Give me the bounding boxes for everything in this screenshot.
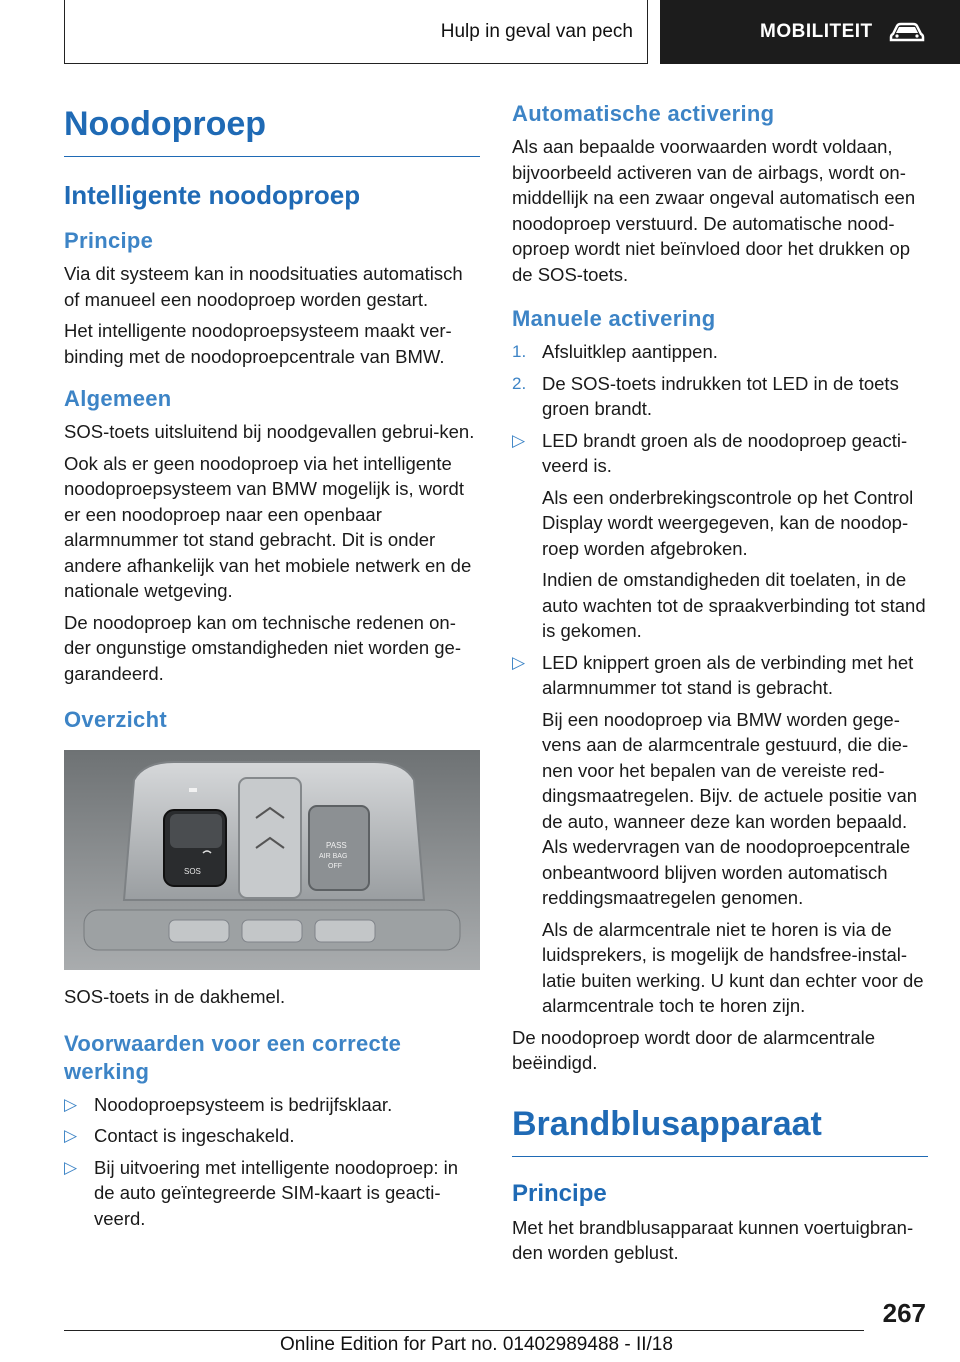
bullet-subtext: Indien de omstandigheden dit toelaten, in de auto wachten tot de spraakverbinding tot stand is gekomen. (542, 569, 926, 641)
bullet-subtext: Bij een noodoproep via BMW worden gege‐vens aan de alarmcentrale gestuurd, die die‐nen voor het bepalen van de vereiste red‐dingsmaatregelen. Bijv. de actuele positie van de auto, wanneer deze kan worden bepaald. Als wedervragen van de noodoproepcentrale onbeantwoord blijven worden automatisch reddingsmaatregelen genomen. (542, 708, 918, 908)
title-rule (64, 156, 480, 157)
voorwaarden-list (64, 1092, 480, 1232)
car-icon (889, 20, 925, 44)
list-item: ▷ Noodoproepsysteem is bedrijfsklaar. (64, 1092, 480, 1118)
triangle-bullet-icon: ▷ (64, 1126, 78, 1145)
bullet-text: LED knippert groen als de verbinding met het alarmnummer tot stand is gebracht. (542, 651, 914, 698)
bullet-subtext: Als een onderbrekingscontrole op het Control Display wordt weergegeven, kan de noodop‐roep worden afgebroken. (542, 486, 914, 559)
list-item: ▷ Contact is ingeschakeld. (64, 1123, 480, 1149)
section-title-brandblusapparaat: Brandblusapparaat (512, 1104, 822, 1143)
header-section-box (64, 0, 648, 64)
heading-automatische-activering: Automatische activering (512, 101, 775, 126)
principe-paragraph-1: Via dit systeem kan in noodsituaties automatisch of manueel een noodoproep worden gestart. (64, 263, 463, 310)
closing-paragraph: De noodoproep wordt door de alarmcentrale beëindigd. (512, 1026, 876, 1073)
sos-button-photo (64, 750, 480, 970)
edition-footer: Online Edition for Part no. 01402989488 - II/18 (280, 1334, 673, 1355)
heading-principe: Principe (64, 228, 154, 253)
heading-manuele-activering: Manuele activering (512, 306, 716, 331)
brand-rule (512, 1156, 928, 1157)
heading-voorwaarden: Voorwaarden voor een correcte werking (64, 1030, 402, 1084)
auto-paragraph: Als aan bepaalde voorwaarden wordt voldaan, bijvoorbeeld activeren van de airbags, wordt on‐middellijk na een zwaar ongeval automatisch een noodoproep verstuurd. De automatische nood‐oproep wordt niet beïnvloed door het drukken op de SOS-toets. (512, 136, 916, 285)
off-label: OFF (328, 863, 342, 870)
list-item: ▷ Bij uitvoering met intelligente noodoproep: in de auto geïntegreerde SIM-kaart is geacti‐veerd. (64, 1156, 459, 1229)
sos-button-label: SOS (184, 867, 201, 876)
algemeen-paragraph-2: Ook als er geen noodoproep via het intelligente noodoproepsysteem van BMW mogelijk is, wordt er een noodoproep naar een openbaar alarmnummer tot stand gebracht. Dit is onder andere afhankelijk van het mobiele netwerk en de nationale wetgeving. (64, 452, 472, 601)
page-number: 267 (882, 1298, 926, 1328)
triangle-bullet-icon: ▷ (64, 1094, 78, 1114)
header-chapter-tab (660, 0, 960, 64)
page-title: Noodoproep (64, 105, 267, 143)
manuele-steps (512, 339, 928, 1019)
algemeen-paragraph-1: SOS-toets uitsluitend bij noodgevallen gebrui‐ken. (64, 421, 475, 442)
header-section-title: Hulp in geval van pech (440, 20, 633, 42)
sos-console-illustration (64, 750, 480, 970)
triangle-bullet-icon: ▷ (64, 1157, 78, 1177)
heading-algemeen: Algemeen (64, 386, 172, 411)
section-heading-intelligente: Intelligente noodoproep (64, 180, 361, 210)
brand-paragraph: Met het brandblusapparaat kunnen voertuigbran‐den worden geblust. (512, 1216, 914, 1263)
list-item: 2. De SOS-toets indrukken tot LED in de toets groen brandt. (512, 372, 899, 419)
bullet-subtext: Als de alarmcentrale niet te horen is via de luidsprekers, is mogelijk de handsfree-instal‐latie buiten werking. U kunt dan echter voor de alarmcentrale toch te horen zijn. (542, 918, 924, 1016)
heading-overzicht: Overzicht (64, 707, 167, 732)
bullet-text: LED brandt groen als de noodoproep geacti‐veerd is. (542, 429, 908, 476)
principe-paragraph-2: Het intelligente noodoproepsysteem maakt ver‐binding met de noodoproepcentrale van BMW. (64, 320, 452, 367)
footer-rule (64, 1330, 864, 1331)
right-column (512, 100, 928, 1266)
triangle-bullet-icon: ▷ (512, 430, 526, 450)
list-item (512, 428, 928, 644)
list-item (512, 650, 928, 1019)
triangle-bullet-icon: ▷ (512, 652, 526, 672)
step-number: 2. (512, 373, 527, 393)
pass-label: PASS (326, 841, 347, 850)
photo-caption: SOS-toets in de dakhemel. (64, 986, 286, 1007)
left-column (64, 90, 480, 1231)
heading-principe-brand: Principe (512, 1179, 607, 1207)
step-number: 1. (512, 342, 527, 361)
algemeen-paragraph-3: De noodoproep kan om technische redenen on‐der ongunstige omstandigheden niet worden ge‐garandeerd. (64, 611, 462, 684)
header-chapter-title: MOBILITEIT (760, 21, 873, 42)
list-item: 1. Afsluitklep aantippen. (512, 339, 928, 365)
airbag-label: AIR BAG (319, 853, 348, 860)
